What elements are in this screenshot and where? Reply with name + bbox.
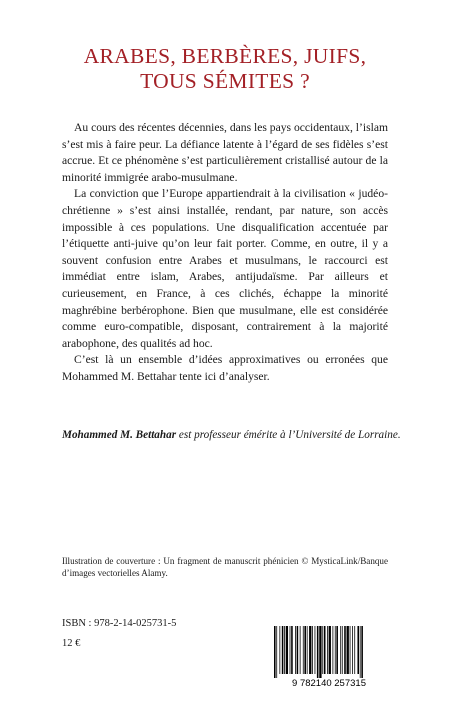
barcode-bar — [279, 626, 280, 674]
barcode-bar — [315, 626, 316, 674]
author-description: est professeur émérite à l’Université de Lorraine. — [176, 429, 401, 441]
barcode-bar — [340, 626, 341, 674]
barcode-bar — [312, 626, 313, 674]
summary-paragraph-2: La conviction que l’Europe appartiendrait à la civilisation « judéo-chrétienne » s’est ainsi installée, rendant, par nature, son accès impossible à ces populations. Une disqualification accentuée par l’étiquette anti-juive qu’on leur fait porter. Comme, en outre, il y a souvent confusion entre Arabes et musulmans, le raccourci est immédiat entre islam, Arabes, antijudaïsme. Par ailleurs et curieusement, en France, à ces clichés, échappe la minorité maghrébine berbérophone. Bien que musulmane, elle est considérée comme euro-compatible, disposant, contrairement à la majorité arabophone, des qualités ad hoc. — [62, 187, 388, 350]
cover-illustration-credit: Illustration de couverture : Un fragment de manuscrit phénicien © MysticaLink/Banque d’images vectorielles Alamy. — [62, 556, 388, 578]
price: 12 € — [62, 638, 81, 649]
barcode-bar — [274, 626, 276, 678]
barcode-bar — [309, 626, 311, 674]
barcode-bar — [304, 626, 306, 674]
barcode-bar — [290, 626, 291, 674]
barcode-bar — [282, 626, 284, 674]
barcode-bar — [327, 626, 328, 674]
barcode-bars — [274, 626, 363, 678]
barcode-bar — [335, 626, 336, 674]
barcode-bar — [344, 626, 346, 674]
barcode-digits: 9 782140 257315 — [292, 678, 366, 688]
barcode-bar — [329, 626, 331, 674]
barcode-bar — [319, 626, 321, 678]
barcode-bar — [333, 626, 334, 674]
author-bio — [62, 429, 402, 441]
book-title — [0, 44, 450, 94]
isbn: ISBN : 978-2-14-025731-5 — [62, 618, 177, 629]
title-line-1: ARABES, BERBÈRES, JUIFS, — [83, 44, 367, 68]
barcode-bar — [297, 626, 299, 674]
back-cover-summary — [62, 120, 388, 386]
barcode-bar — [352, 626, 353, 674]
summary-paragraph-3: C’est là un ensemble d’idées approximatives ou erronées que Mohammed M. Bettahar tente ici d’analyser. — [62, 353, 388, 383]
barcode-bar — [291, 626, 293, 674]
barcode-bar — [317, 626, 319, 678]
barcode-bar — [322, 626, 323, 674]
barcode-bar — [350, 626, 351, 674]
barcode-bar — [307, 626, 308, 674]
barcode-bar — [300, 626, 301, 674]
summary-paragraph-1: Au cours des récentes décennies, dans les pays occidentaux, l’islam s’est mis à faire peur. La défiance latente à l’égard de ses fidèles s’est accrue. Et ce phénomène s’est particulièrement cristallisé autour de la minorité immigrée arabo-musulmane. — [62, 121, 388, 184]
barcode-bar — [303, 626, 304, 674]
barcode-bar — [361, 626, 363, 678]
barcode-bar — [295, 626, 296, 674]
barcode-bar — [342, 626, 343, 674]
barcode — [266, 626, 388, 688]
barcode-bar — [360, 626, 361, 678]
title-line-2: TOUS SÉMITES ? — [140, 69, 310, 93]
barcode-bar — [284, 626, 285, 674]
barcode-bar — [354, 626, 355, 674]
author-name: Mohammed M. Bettahar — [62, 429, 177, 441]
barcode-bar — [286, 626, 288, 674]
barcode-bar — [357, 626, 359, 674]
barcode-bar — [324, 626, 326, 674]
barcode-bar — [347, 626, 349, 674]
barcode-bar — [336, 626, 338, 674]
barcode-bar — [276, 626, 277, 678]
